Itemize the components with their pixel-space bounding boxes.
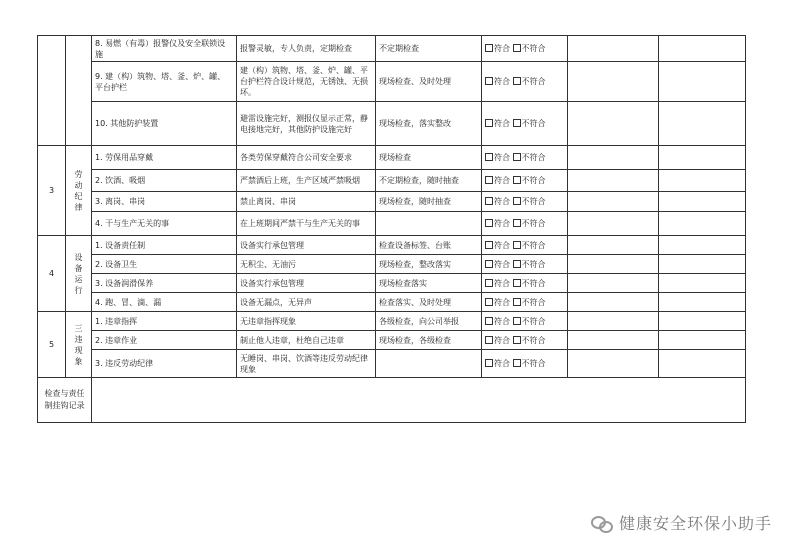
check-method: 不定期检查，随时抽查	[376, 170, 482, 192]
pass-label: 符合	[494, 77, 510, 86]
fail-checkbox[interactable]	[513, 44, 521, 52]
blank-cell[interactable]	[568, 36, 659, 62]
table-row	[38, 192, 746, 212]
fail-label: 不符合	[521, 316, 546, 326]
blank-cell[interactable]	[659, 255, 746, 274]
group-category	[66, 312, 92, 378]
check-requirement: 避雷设施完好，测报仪显示正常，静电接地完好，其他防护设施完好	[237, 102, 376, 146]
check-requirement: 设备无漏点，无异声	[237, 293, 376, 312]
result-checkboxes	[482, 293, 568, 312]
blank-cell[interactable]	[568, 350, 659, 378]
check-method: 各级检查，向公司举报	[376, 312, 482, 331]
check-method: 现场检查，整改落实	[376, 255, 482, 274]
blank-cell[interactable]	[568, 146, 659, 170]
check-item: 10. 其他防护装置	[92, 102, 237, 146]
table-row	[38, 170, 746, 192]
group-number	[38, 36, 66, 146]
fail-label: 不符合	[521, 335, 546, 345]
check-method: 现场检查落实	[376, 274, 482, 293]
check-item: 1. 设备责任制	[92, 236, 237, 255]
fail-label: 不符合	[521, 278, 546, 288]
fail-label: 不符合	[521, 219, 546, 228]
group-number: 4	[38, 236, 66, 312]
check-method: 现场检查	[376, 146, 482, 170]
pass-label: 符合	[494, 278, 510, 288]
category-label: 劳动纪律	[74, 169, 83, 212]
check-method: 现场检查，随时抽查	[376, 192, 482, 212]
result-checkboxes	[482, 192, 568, 212]
check-method: 不定期检查	[376, 36, 482, 62]
check-requirement: 禁止离岗、串岗	[237, 192, 376, 212]
record-label: 检查与责任制挂钩记录	[38, 378, 92, 423]
result-checkboxes	[482, 212, 568, 236]
check-item: 4. 干与生产无关的事	[92, 212, 237, 236]
blank-cell[interactable]	[659, 102, 746, 146]
table-row	[38, 255, 746, 274]
result-checkboxes	[482, 236, 568, 255]
pass-label: 符合	[494, 119, 510, 128]
pass-checkbox[interactable]	[485, 44, 493, 52]
check-method: 检查落实、及时处理	[376, 293, 482, 312]
category-label: 设备运行	[74, 252, 83, 295]
pass-checkbox[interactable]	[485, 219, 493, 227]
fail-checkbox[interactable]	[513, 197, 521, 205]
result-checkboxes	[482, 350, 568, 378]
blank-cell[interactable]	[568, 102, 659, 146]
blank-cell[interactable]	[659, 62, 746, 102]
check-requirement: 无违章指挥现象	[237, 312, 376, 331]
table-row	[38, 36, 746, 62]
fail-label: 不符合	[521, 197, 546, 206]
blank-cell[interactable]	[659, 212, 746, 236]
fail-label: 不符合	[521, 259, 546, 269]
check-item: 1. 劳保用品穿戴	[92, 146, 237, 170]
result-checkboxes	[482, 312, 568, 331]
fail-label: 不符合	[521, 153, 546, 162]
blank-cell[interactable]	[659, 170, 746, 192]
pass-checkbox[interactable]	[485, 317, 493, 325]
check-requirement: 报警灵敏，专人负责，定期检查	[237, 36, 376, 62]
check-requirement: 无积尘、无油污	[237, 255, 376, 274]
blank-cell[interactable]	[659, 146, 746, 170]
fail-checkbox[interactable]	[513, 260, 521, 268]
pass-label: 符合	[494, 297, 510, 307]
check-item: 9. 建（构）筑物、塔、釜、炉、罐、平台护栏	[92, 62, 237, 102]
group-category	[66, 236, 92, 312]
fail-checkbox[interactable]	[513, 77, 521, 85]
fail-checkbox[interactable]	[513, 359, 521, 367]
check-item: 2. 违章作业	[92, 331, 237, 350]
blank-cell[interactable]	[659, 312, 746, 331]
fail-checkbox[interactable]	[513, 298, 521, 306]
check-item: 1. 违章指挥	[92, 312, 237, 331]
blank-cell[interactable]	[568, 293, 659, 312]
blank-cell[interactable]	[568, 331, 659, 350]
pass-checkbox[interactable]	[485, 279, 493, 287]
table-row	[38, 212, 746, 236]
table-row	[38, 350, 746, 378]
pass-label: 符合	[494, 335, 510, 345]
check-item: 3. 违反劳动纪律	[92, 350, 237, 378]
group-number: 3	[38, 146, 66, 236]
pass-label: 符合	[494, 359, 510, 368]
check-requirement: 无睡岗、串岗、饮酒等违反劳动纪律现象	[237, 350, 376, 378]
check-item: 8. 易燃（有毒）报警仪及安全联锁设施	[92, 36, 237, 62]
pass-checkbox[interactable]	[485, 298, 493, 306]
check-item: 2. 饮酒、吸烟	[92, 170, 237, 192]
pass-checkbox[interactable]	[485, 153, 493, 161]
result-checkboxes	[482, 146, 568, 170]
pass-label: 符合	[494, 219, 510, 228]
table-row	[38, 236, 746, 255]
fail-checkbox[interactable]	[513, 153, 521, 161]
pass-label: 符合	[494, 176, 510, 185]
check-requirement: 设备实行承包管理	[237, 236, 376, 255]
blank-cell[interactable]	[568, 170, 659, 192]
check-method: 现场检查，落实整改	[376, 102, 482, 146]
check-requirement: 制止他人违章，杜绝自己违章	[237, 331, 376, 350]
group-number: 5	[38, 312, 66, 378]
check-method: 现场检查，各级检查	[376, 331, 482, 350]
wechat-icon	[591, 514, 613, 532]
pass-label: 符合	[494, 153, 510, 162]
pass-checkbox[interactable]	[485, 176, 493, 184]
check-method: 检查设备标签、台账	[376, 236, 482, 255]
blank-cell[interactable]	[568, 255, 659, 274]
watermark	[591, 511, 772, 534]
check-item: 2. 设备卫生	[92, 255, 237, 274]
inspection-table	[37, 35, 746, 423]
check-requirement: 在上班期间严禁干与生产无关的事	[237, 212, 376, 236]
record-content-cell[interactable]	[92, 378, 746, 423]
blank-cell[interactable]	[659, 274, 746, 293]
table-row	[38, 62, 746, 102]
table-row	[38, 312, 746, 331]
result-checkboxes	[482, 170, 568, 192]
group-category	[66, 146, 92, 236]
blank-cell[interactable]	[568, 192, 659, 212]
pass-checkbox[interactable]	[485, 336, 493, 344]
fail-checkbox[interactable]	[513, 119, 521, 127]
table-row	[38, 102, 746, 146]
check-requirement: 严禁酒后上班，生产区域严禁吸烟	[237, 170, 376, 192]
result-checkboxes	[482, 62, 568, 102]
fail-label: 不符合	[521, 240, 546, 250]
check-item: 3. 离岗、串岗	[92, 192, 237, 212]
check-requirement: 各类劳保穿戴符合公司安全要求	[237, 146, 376, 170]
fail-label: 不符合	[521, 44, 546, 53]
result-checkboxes	[482, 255, 568, 274]
pass-checkbox[interactable]	[485, 119, 493, 127]
fail-checkbox[interactable]	[513, 219, 521, 227]
blank-cell[interactable]	[568, 312, 659, 331]
blank-cell[interactable]	[659, 192, 746, 212]
check-item: 4. 跑、冒、滴、漏	[92, 293, 237, 312]
category-label: 三违现象	[74, 323, 83, 366]
blank-cell[interactable]	[659, 236, 746, 255]
fail-label: 不符合	[521, 119, 546, 128]
table-row	[38, 331, 746, 350]
blank-cell[interactable]	[568, 212, 659, 236]
fail-checkbox[interactable]	[513, 279, 521, 287]
check-item: 3. 设备润滑保养	[92, 274, 237, 293]
fail-label: 不符合	[521, 297, 546, 307]
record-row	[38, 378, 746, 423]
check-method	[376, 212, 482, 236]
blank-cell[interactable]	[568, 236, 659, 255]
fail-checkbox[interactable]	[513, 317, 521, 325]
watermark-text: 健康安全环保小助手	[618, 514, 772, 533]
table-row	[38, 293, 746, 312]
check-method: 现场检查、及时处理	[376, 62, 482, 102]
fail-checkbox[interactable]	[513, 176, 521, 184]
fail-checkbox[interactable]	[513, 241, 521, 249]
check-requirement: 设备实行承包管理	[237, 274, 376, 293]
pass-label: 符合	[494, 197, 510, 206]
result-checkboxes	[482, 274, 568, 293]
pass-checkbox[interactable]	[485, 197, 493, 205]
pass-checkbox[interactable]	[485, 359, 493, 367]
pass-checkbox[interactable]	[485, 260, 493, 268]
pass-label: 符合	[494, 316, 510, 326]
check-requirement: 建（构）筑物、塔、釜、炉、罐、平台护栏符合设计规范，无锈蚀、无损坏。	[237, 62, 376, 102]
pass-label: 符合	[494, 240, 510, 250]
pass-checkbox[interactable]	[485, 77, 493, 85]
pass-label: 符合	[494, 259, 510, 269]
blank-cell[interactable]	[659, 36, 746, 62]
blank-cell[interactable]	[659, 350, 746, 378]
table-row	[38, 146, 746, 170]
fail-label: 不符合	[521, 77, 546, 86]
result-checkboxes	[482, 36, 568, 62]
table-row	[38, 274, 746, 293]
blank-cell[interactable]	[659, 293, 746, 312]
group-category	[66, 36, 92, 146]
fail-checkbox[interactable]	[513, 336, 521, 344]
pass-checkbox[interactable]	[485, 241, 493, 249]
fail-label: 不符合	[521, 176, 546, 185]
check-method	[376, 350, 482, 378]
fail-label: 不符合	[521, 359, 546, 368]
result-checkboxes	[482, 102, 568, 146]
blank-cell[interactable]	[568, 274, 659, 293]
blank-cell[interactable]	[568, 62, 659, 102]
pass-label: 符合	[494, 44, 510, 53]
result-checkboxes	[482, 331, 568, 350]
blank-cell[interactable]	[659, 331, 746, 350]
